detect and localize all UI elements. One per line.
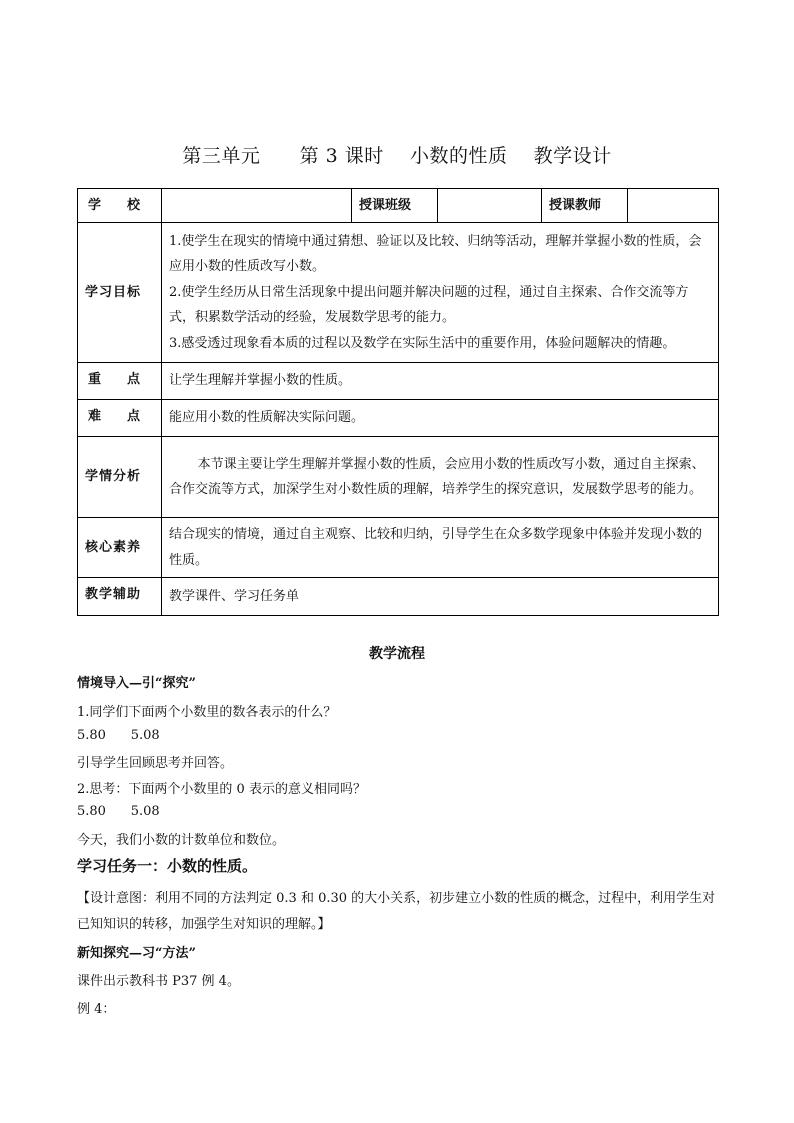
goal-item: 3.感受透过现象看本质的过程以及数学在实际生活中的重要作用，体验问题解决的情趣。 xyxy=(169,335,676,351)
class-value xyxy=(438,189,542,223)
analysis-label: 学情分析 xyxy=(78,437,162,518)
goal-item: 1.使学生在现实的情境中通过猜想、验证以及比较、归纳等活动，理解并掌握小数的性质，会应用小数的性质改写小数。 xyxy=(169,234,702,275)
literacy-value: 结合现实的情境，通过自主观察、比较和归纳，引导学生在众多数学现象中体验并发现小数的性质。 xyxy=(162,518,719,578)
task-1-heading: 学习任务一：小数的性质。 xyxy=(77,857,258,875)
analysis-value: 本节课主要让学生理解并掌握小数的性质，会应用小数的性质改写小数，通过自主探索、合作交流等方式，加深学生对小数性质的理解，培养学生的探究意识，发展数学思考的能力。 xyxy=(162,437,719,518)
aids-label: 教学辅助 xyxy=(78,578,162,616)
question-2: 2.思考：下面两个小数里的 0 表示的意义相同吗？ xyxy=(77,782,366,797)
page-title: 第三单元 第 3 课时 小数的性质 教学设计 xyxy=(182,145,612,167)
guide-text: 引导学生回顾思考并回答。 xyxy=(77,756,234,771)
teacher-value xyxy=(628,189,719,223)
key-point-value: 让学生理解并掌握小数的性质。 xyxy=(162,363,719,400)
table-row xyxy=(78,363,719,400)
key-point-label: 重 点 xyxy=(78,363,162,400)
lesson-info-table xyxy=(77,188,719,616)
numbers-1: 5.80 5.08 xyxy=(77,728,160,743)
today-text: 今天，我们小数的计数单位和数位。 xyxy=(77,833,286,848)
goals-cell xyxy=(162,223,719,363)
aids-value: 教学课件、学习任务单 xyxy=(162,578,719,616)
school-label: 学 校 xyxy=(78,189,162,223)
goals-label: 学习目标 xyxy=(78,223,162,363)
class-label: 授课班级 xyxy=(352,189,438,223)
table-row xyxy=(78,400,719,437)
example-label: 例 4： xyxy=(77,1002,116,1017)
goal-item: 2.使学生经历从日常生活现象中提出问题并解决问题的过程，通过自主探索、合作交流等方式，积累数学活动的经验，发展数学思考的能力。 xyxy=(169,284,689,326)
intro-heading: 情境导入—引“探究” xyxy=(77,676,196,691)
teacher-label: 授课教师 xyxy=(542,189,628,223)
table-row xyxy=(78,437,719,518)
difficult-point-value: 能应用小数的性质解决实际问题。 xyxy=(162,400,719,437)
table-row xyxy=(78,578,719,616)
design-note: 【设计意图：利用不同的方法判定 0.3 和 0.30 的大小关系，初步建立小数的性质的概念，过程中，利用学生对已知知识的转移，加强学生对知识的理解。】 xyxy=(77,891,716,932)
flow-heading: 教学流程 xyxy=(369,646,425,662)
table-row xyxy=(78,189,719,223)
difficult-point-label: 难 点 xyxy=(78,400,162,437)
courseware-text: 课件出示教科书 P37 例 4。 xyxy=(77,974,240,989)
literacy-label: 核心素养 xyxy=(78,518,162,578)
table-row xyxy=(78,518,719,578)
question-1: 1.同学们下面两个小数里的数各表示的什么？ xyxy=(77,705,337,720)
explore-heading: 新知探究—习“方法” xyxy=(77,946,196,961)
school-value xyxy=(162,189,352,223)
numbers-2: 5.80 5.08 xyxy=(77,804,160,819)
table-row xyxy=(78,223,719,363)
